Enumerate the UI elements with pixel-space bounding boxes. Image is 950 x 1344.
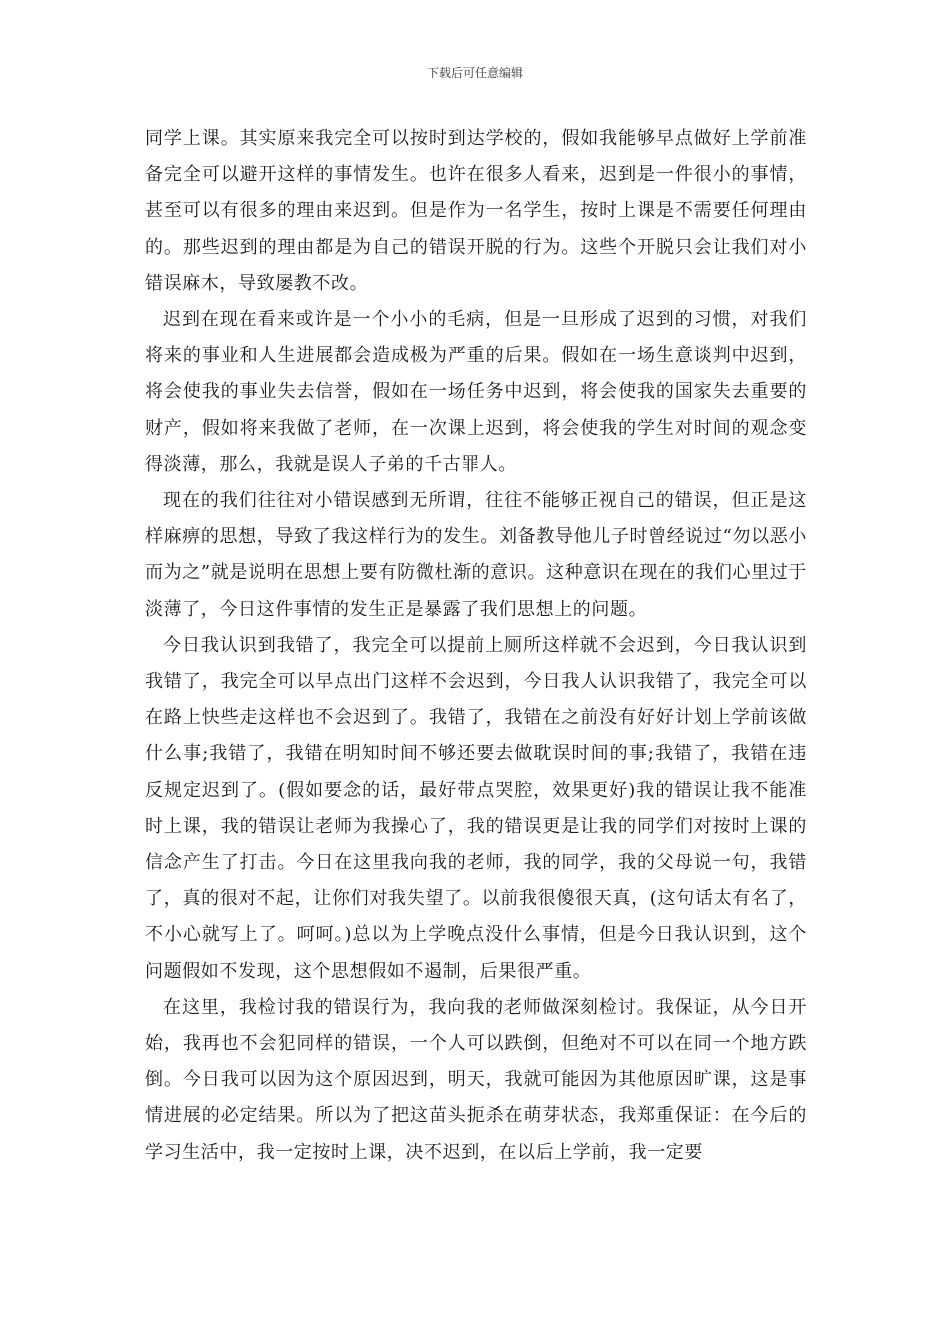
paragraph-1: 同学上课。其实原来我完全可以按时到达学校的，假如我能够早点做好上学前准备完全可以避开这样的事情发生。也许在很多人看来，迟到是一件很小的事情，甚至可以有很多的理由来迟到。但是作为一名学生，按时上课是不需要任何理由的。那些迟到的理由都是为自己的错误开脱的行为。这些个开脱只会让我们对小错误麻木，导致屡教不改。 [145,128,807,294]
paragraph-4: 今日我认识到我错了，我完全可以提前上厕所这样就不会迟到，今日我认识到我错了，我完全可以早点出门这样不会迟到，今日我人认识我错了，我完全可以在路上快些走这样也不会迟到了。我错了，我错在之前没有好好计划上学前该做什么事;我错了，我错在明知时间不够还要去做耽误时间的事;我错了，我错在违反规定迟到了。(假如要念的话，最好带点哭腔，效果更好)我的错误让我不能准时上课，我的错误让老师为我操心了，我的错误更是让我的同学们对按时上课的信念产生了打击。今日在这里我向我的老师，我的同学，我的父母说一句，我错了，真的很对不起，让你们对我失望了。以前我很傻很天真，(这句话太有名了，不小心就写上了。呵呵。)总以为上学晚点没什么事情，但是今日我认识到，这个问题假如不发现，这个思想假如不遏制，后果很严重。 [145,634,807,982]
page-header-note: 下载后可任意编辑 [426,66,523,80]
document-body [145,121,807,1171]
paragraph-3: 现在的我们往往对小错误感到无所谓，往往不能够正视自己的错误，但正是这样麻痹的思想，导致了我这样行为的发生。刘备教导他儿子时曾经说过“勿以恶小而为之”就是说明在思想上要有防微杜渐的意识。这种意识在现在的我们心里过于淡薄了，今日这件事情的发生正是暴露了我们思想上的问题。 [145,490,807,620]
paragraph-2: 迟到在现在看来或许是一个小小的毛病，但是一旦形成了迟到的习惯，对我们将来的事业和人生进展都会造成极为严重的后果。假如在一场生意谈判中迟到，将会使我的事业失去信誉，假如在一场任务中迟到，将会使我的国家失去重要的财产，假如将来我做了老师，在一次课上迟到，将会使我的学生对时间的观念变得淡薄，那么，我就是误人子弟的千古罪人。 [145,309,807,475]
paragraph-5: 在这里，我检讨我的错误行为，我向我的老师做深刻检讨。我保证，从今日开始，我再也不会犯同样的错误，一个人可以跌倒，但绝对不可以在同一个地方跌倒。今日我可以因为这个原因迟到，明天，我就可能因为其他原因旷课，这是事情进展的必定结果。所以为了把这苗头扼杀在萌芽状态，我郑重保证：在今后的学习生活中，我一定按时上课，决不迟到，在以后上学前，我一定要 [145,996,807,1163]
